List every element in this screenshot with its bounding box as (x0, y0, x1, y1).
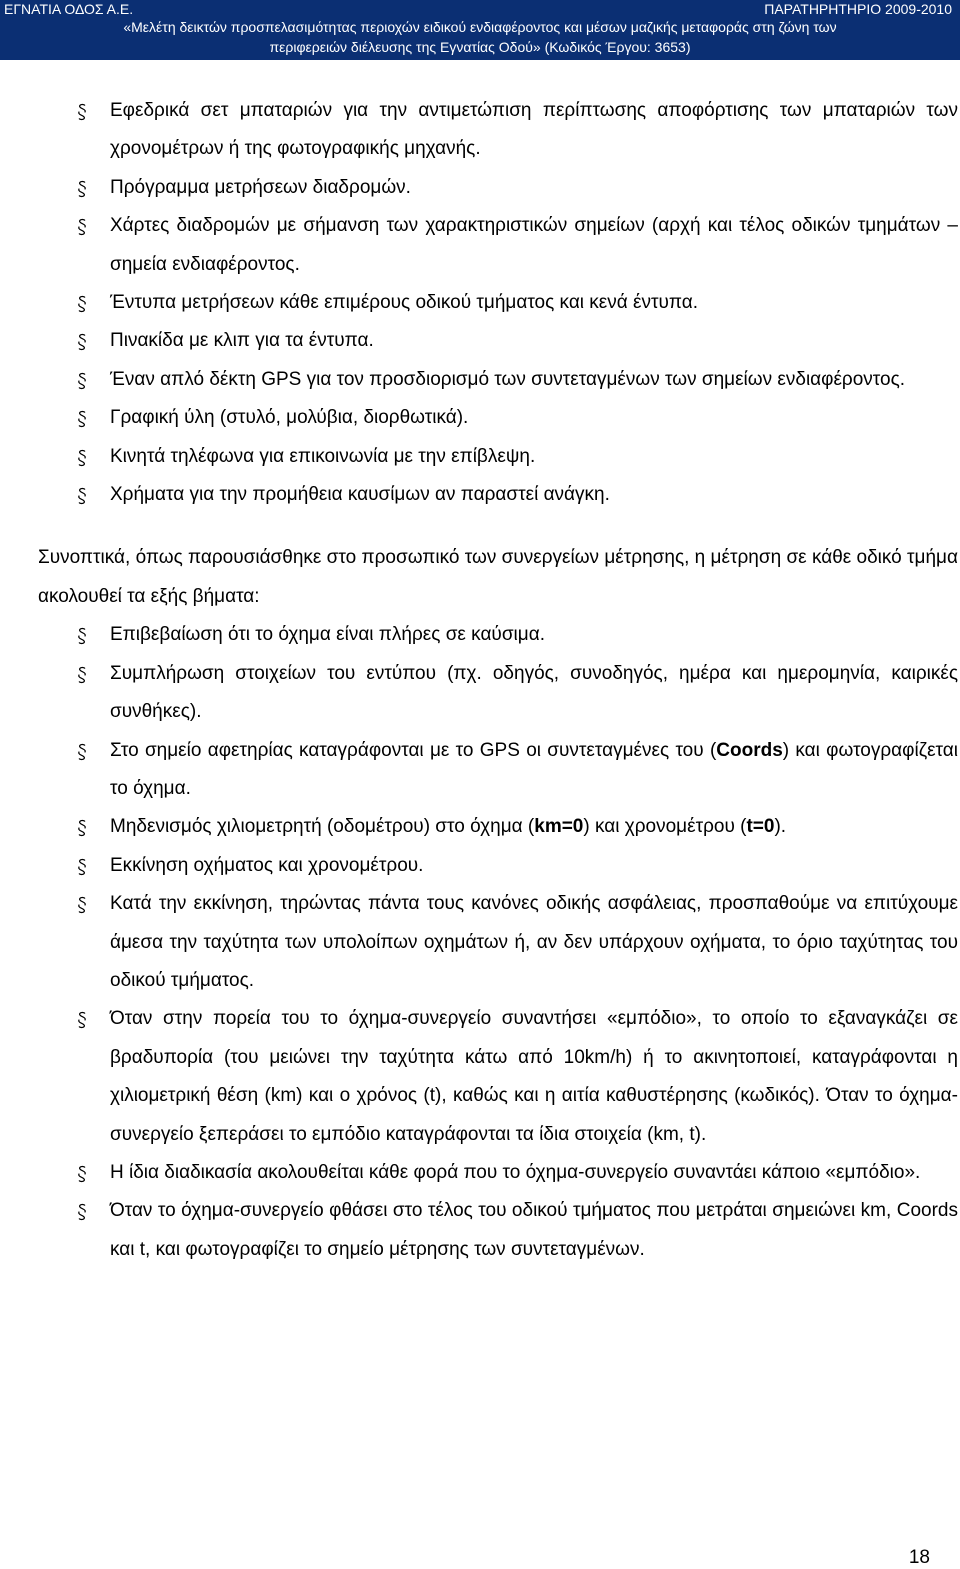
list-item (38, 732, 958, 809)
section-sign-bullet-icon (76, 487, 88, 505)
list-item-text: Συμπλήρωση στοιχείων του εντύπου (πχ. οδηγός, συνοδηγός, ημέρα και ημερομηνία, καιρικές συνθήκες). (110, 662, 958, 723)
header-observatory: ΠΑΡΑΤΗΡΗΤΗΡΙΟ 2009-2010 (764, 1, 952, 17)
list-item-text: Εκκίνηση οχήματος και χρονομέτρου. (110, 854, 424, 876)
list-item (38, 284, 958, 322)
list-item (38, 808, 958, 846)
text-run: ). (774, 816, 787, 838)
list-item-text: Γραφική ύλη (στυλό, μολύβια, διορθωτικά). (110, 407, 469, 429)
list-item (38, 616, 958, 654)
list-item (38, 438, 958, 476)
list-item (38, 1000, 958, 1154)
steps-list (38, 616, 958, 1269)
equipment-list (38, 92, 958, 514)
list-item-text: Όταν το όχημα-συνεργείο φθάσει στο τέλος του οδικού τμήματος που μετράται σημειώνει km, Coords και t, και φωτογραφίζει το σημείο μέτρησης των συντεταγμένων. (110, 1200, 958, 1260)
list-item (38, 476, 958, 514)
section-sign-bullet-icon (76, 1165, 88, 1183)
document-body (38, 92, 958, 1269)
section-sign-bullet-icon (76, 103, 88, 121)
section-sign-bullet-icon (76, 627, 88, 645)
list-item-text: Η ίδια διαδικασία ακολουθείται κάθε φορά που το όχημα-συνεργείο συναντάει κάποιο «εμπόδιο». (110, 1161, 921, 1183)
section-sign-bullet-icon (76, 449, 88, 467)
list-item (38, 1154, 958, 1192)
header-project-line1: «Μελέτη δεικτών προσπελασιμότητας περιοχών ειδικού ενδιαφέροντος και μέσων μαζικής μεταφοράς στη ζώνη των (123, 19, 837, 35)
list-item (38, 655, 958, 732)
text-run: Μηδενισμός χιλιομετρητή (οδομέτρου) στο όχημα ( (110, 816, 535, 838)
header-project-line2: περιφερειών διέλευσης της Εγνατίας Οδού» (Κωδικός Έργου: 3653) (269, 39, 691, 55)
list-item-text (110, 740, 958, 799)
km-zero-term: km=0 (534, 816, 584, 838)
list-item (38, 885, 958, 1000)
section-sign-bullet-icon (76, 819, 88, 837)
list-item-text: Επιβεβαίωση ότι το όχημα είναι πλήρες σε καύσιμα. (110, 624, 545, 646)
list-item (38, 322, 958, 360)
list-item-text: Χρήματα για την προμήθεια καυσίμων αν παραστεί ανάγκη. (110, 484, 610, 506)
page-header (0, 0, 960, 60)
list-item-text: Χάρτες διαδρομών με σήμανση των χαρακτηριστικών σημείων (αρχή και τέλος οδικών τμημάτων – σημεία ενδιαφέροντος. (110, 215, 958, 275)
list-item-text: Όταν στην πορεία του το όχημα-συνεργείο συναντήσει «εμπόδιο», το οποίο το εξαναγκάζει σε βραδυπορία (του μειώνει την ταχύτητα κάτω από 10km/h) ή το ακινητοποιεί, καταγράφονται η χιλιομετρική θέση (km) και ο χρόνος (t), καθώς και η αιτία καθυστέρησης (κωδικός). Όταν το όχημα-συνεργείο ξεπεράσει το εμπόδιο καταγράφονται τα ίδια στοιχεία (km, t). (110, 1008, 958, 1145)
section-sign-bullet-icon (76, 1203, 88, 1221)
list-item-text: Πρόγραμμα μετρήσεων διαδρομών. (110, 176, 411, 198)
page-number: 18 (908, 1547, 930, 1568)
section-sign-bullet-icon (76, 372, 88, 390)
text-run: Στο σημείο αφετηρίας καταγράφονται με το GPS οι συντεταγμένες του ( (110, 739, 717, 761)
section-sign-bullet-icon (76, 896, 88, 914)
header-org: ΕΓΝΑΤΙΑ ΟΔΟΣ Α.Ε. (4, 1, 134, 17)
list-item-text: Πινακίδα με κλιπ για τα έντυπα. (110, 330, 374, 352)
list-item (38, 207, 958, 284)
list-item (38, 92, 958, 169)
summary-paragraph: Συνοπτικά, όπως παρουσιάσθηκε στο προσωπικό των συνεργείων μέτρησης, η μέτρηση σε κάθε οδικό τμήμα ακολουθεί τα εξής βήματα: (38, 547, 958, 607)
section-sign-bullet-icon (76, 295, 88, 313)
list-item (38, 1192, 958, 1269)
list-item-text: Έντυπα μετρήσεων κάθε επιμέρους οδικού τμήματος και κενά έντυπα. (110, 292, 699, 314)
list-item-text (110, 816, 786, 837)
list-item (38, 847, 958, 885)
list-item-text: Εφεδρικά σετ μπαταριών για την αντιμετώπιση περίπτωσης αποφόρτισης των μπαταριών των χρονομέτρων ή της φωτογραφικής μηχανής. (110, 100, 958, 160)
list-item-text: Έναν απλό δέκτη GPS για τον προσδιορισμό των συντεταγμένων των σημείων ενδιαφέροντος. (110, 368, 906, 390)
section-sign-bullet-icon (76, 1011, 88, 1029)
section-sign-bullet-icon (76, 666, 88, 684)
section-sign-bullet-icon (76, 333, 88, 351)
list-item-text: Κινητά τηλέφωνα για επικοινωνία με την επίβλεψη. (110, 445, 536, 467)
coords-term: Coords (716, 739, 783, 761)
section-sign-bullet-icon (76, 743, 88, 761)
list-item (38, 361, 958, 399)
t-zero-term: t=0 (746, 816, 775, 838)
text-run: ) και φωτογραφίζεται το όχημα. (110, 739, 958, 799)
list-item (38, 169, 958, 207)
section-sign-bullet-icon (76, 180, 88, 198)
section-sign-bullet-icon (76, 858, 88, 876)
text-run: ) και χρονομέτρου ( (583, 816, 747, 838)
section-sign-bullet-icon (76, 218, 88, 236)
list-item-text: Κατά την εκκίνηση, τηρώντας πάντα τους κανόνες οδικής ασφάλειας, προσπαθούμε να επιτύχουμε άμεσα την ταχύτητα των υπολοίπων οχημάτων ή, αν δεν υπάρχουν οχήματα, το όριο ταχύτητας του οδικού τμήματος. (110, 893, 958, 991)
list-item (38, 399, 958, 437)
section-sign-bullet-icon (76, 410, 88, 428)
